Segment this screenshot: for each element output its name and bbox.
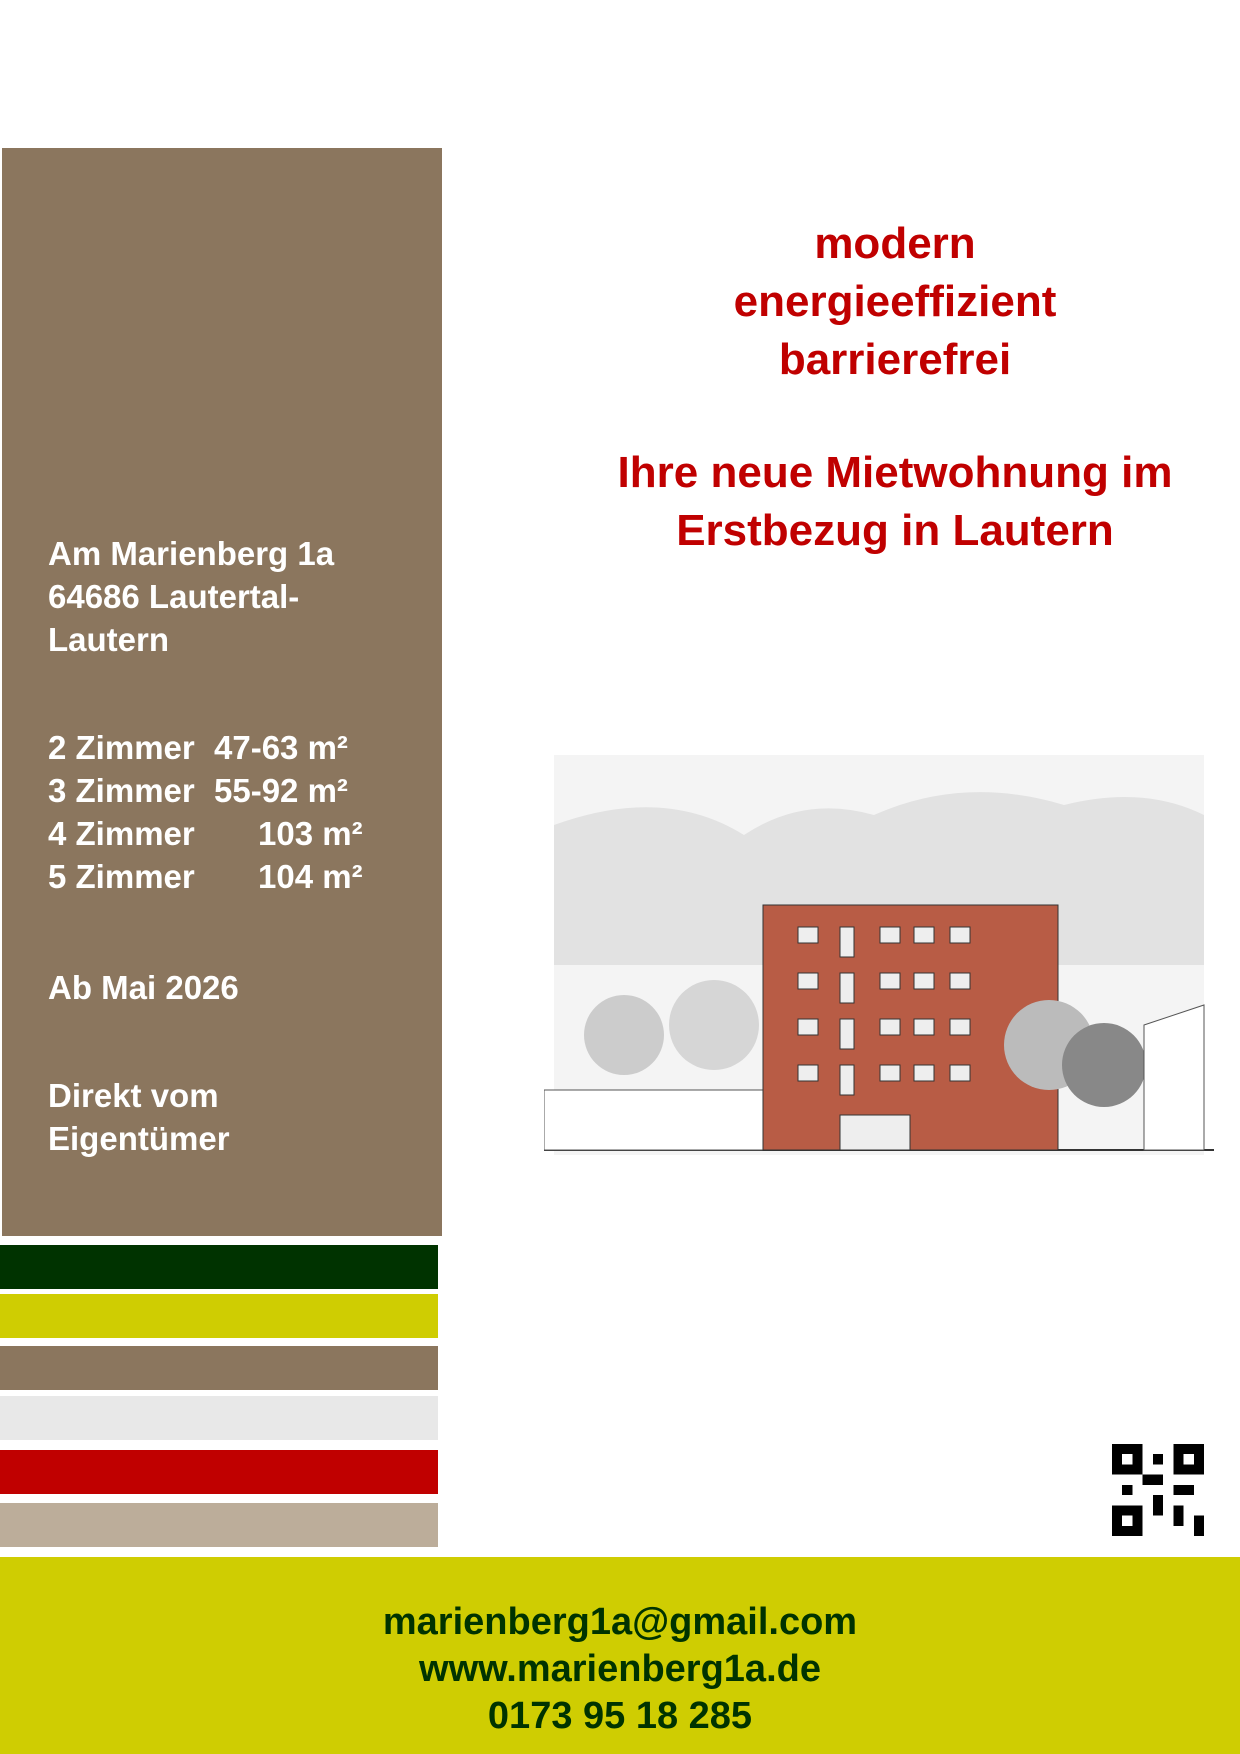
address-line: Am Marienberg 1a: [48, 535, 335, 572]
apartment-item: 3 Zimmer 55-92 m²: [48, 772, 348, 809]
color-bar-grey: [0, 1396, 438, 1440]
address-line: Lautern: [48, 621, 170, 658]
email-link[interactable]: marienberg1a@gmail.com: [382, 1601, 858, 1643]
apartment-item: 2 Zimmer 47-63 m²: [48, 729, 348, 766]
qr-code[interactable]: [1112, 1444, 1204, 1536]
seller-note: Direkt vom Eigentümer: [48, 1077, 230, 1157]
color-bar-dark-green: [0, 1245, 438, 1289]
address: [48, 532, 334, 661]
headline-title: Ihre neue Mietwohnung im Erstbezug in Lautern: [617, 448, 1173, 555]
apartment-list: [48, 726, 363, 898]
color-bar-lime: [0, 1294, 438, 1338]
building-rendering: [544, 705, 1214, 1205]
phone-number[interactable]: 0173 95 18 285: [487, 1695, 753, 1737]
apartment-item: 5 Zimmer 104 m²: [48, 858, 363, 895]
info-panel: [2, 148, 442, 1236]
availability: Ab Mai 2026: [48, 969, 239, 1006]
address-line: 64686 Lautertal-: [48, 578, 300, 615]
color-bar-tan: [0, 1503, 438, 1547]
website-link[interactable]: www.marienberg1a.de: [419, 1648, 821, 1690]
color-bar-brown: [0, 1346, 438, 1390]
color-bar-red: [0, 1450, 438, 1494]
features-list: modern energieeffizient barrierefrei: [733, 219, 1057, 384]
contact-footer: [0, 1557, 1240, 1754]
apartment-item: 4 Zimmer 103 m²: [48, 815, 363, 852]
